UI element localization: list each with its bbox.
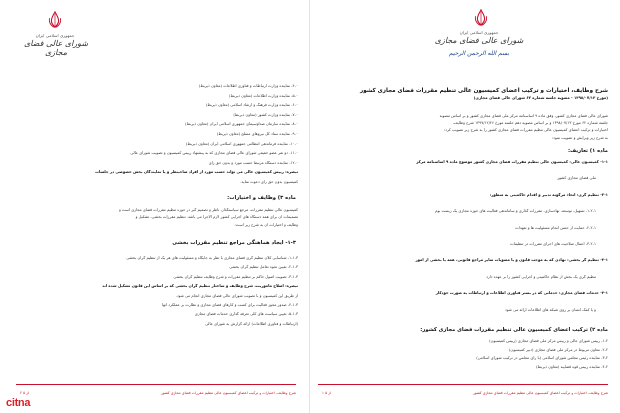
footer-text: شرح وظایف، اختیارات و ترکیب اعضای کمیسیون عالی تنظیم مقررات فضای مجازی کشور [473,391,608,395]
text-line: ۲-۱- تنظیم گری: اتخاذ مرگونه تدبیر و اقدام حاکمیتی به منظور: [489,192,608,197]
text-line: جلسه شماره ۶۲ مورخ ۱۳۹۸/۰۷/۱۳ و بر اساس مصوبه دهم جلسه مورخ ۱۳۹۷/۱۲/۲۶ شرح وظایف، [452,121,608,126]
text-line: ۱۱-۰- دو نفر عضو حقیقی شورای عالی فضای مجازی که به پیشنهاد رییس کمیسیون و تصویب شورای عالی [130,151,298,156]
text-line: وظایف و اختیارات آن به شرح زیر است: [234,222,298,227]
citna-logo-text: citna [6,397,31,409]
document-page-left [6,0,306,413]
subsection-heading: ۱-۳- ایجاد هماهنگی مراجع تنظیم مقررات بخشی [172,240,296,246]
header-country: جمهوری اسلامی ایران [35,33,75,38]
text-line: اختیارات و ترکیب اعضای کمیسیون عالی تنظیم مقررات فضای مجازی کشور را به شرح زیر تصویب کرد: [443,128,608,133]
page-divider [309,0,310,413]
text-line: تصمیمات آن برای همه دستگاه های اجرایی کشور لازم الاجرا می باشد. تنظیم مقررات بخشی، تشکیل و [135,215,298,220]
header-title: شورای عالی فضای مجازی [23,39,89,57]
document-page-right [314,0,614,413]
text-line: ۵-۱-۳- تعیین سیاست های کلی تعرفه گذاری خدمات فضای مجازی [194,312,298,317]
document-subtitle: (مورخ ۱۳۹۸/۰۷/۱۳ - مصوبه جلسه شماره ۶۲ شورای عالی فضای مجازی) [473,96,608,100]
text-line: ۷-۰- نماینده وزارت کشور (معاون ذیربط) [233,112,298,117]
page-number: ۲ از ۵ [20,391,29,395]
text-line: ۱-۲- رییس شورای عالی و رییس مرکز ملی فضای مجازی (رییس کمیسیون) [489,339,608,343]
article-2-heading: ماده ۲) ترکیب اعضای کمیسیون عالی تنظیم مقررات فضای مجازی کشور: [420,327,608,333]
iran-emblem-icon [472,8,490,28]
text-line: ۸-۰- نماینده سازمان صداوسیمای جمهوری اسلامی ایران (معاون ذیربط) [185,122,298,127]
footer-rule [16,384,296,385]
section-heading: ماده ۳) وظایف و اختیارات: [227,195,296,201]
text-line: کمیسیون عالی تنظیم مقررات، مرجع سیاستگذار، ناظر و تصمیم گیر در حوزه تنظیم مقررات فضای مجازی است و [118,208,298,212]
text-line: و یا کمک انسان بر روی شبکه های اطلاعات ارائه می شود [505,307,596,312]
text-line: ۱-۱- کمیسیون عالی: کمیسیون عالی تنظیم مقررات فضای مجازی کشور موضوع ماده ۹ اساسنامه مرکز [416,160,608,164]
text-line: ۶-۰- نماینده وزارت فرهنگ و ارشاد اسلامی (معاون ذیربط) [205,103,298,108]
article-1-heading: ماده ۱) تعاریف: [567,148,608,154]
page-number: ۱ از ۵ [322,391,331,395]
text-line: ۱۲-۰- نماینده دستگاه مرتبط حسب مورد و بدون حق رأی [208,160,298,165]
text-line: ۳-۲- نماینده رئیس مجلس شورای اسلامی (با رای مجلس در ترکیب شورای اسلامی) [476,356,608,361]
text-line: ۳-۱- تنظیم گر بخشی: نهادی که به موجب قانون و یا مصوبات سایر مراجع قانونی، همه یا بخشی از امور [415,258,608,263]
text-line: ۳-۱-۳- تصویب اصول حاکم بر تنظیم مقررات و شرح وظایف تنظیم گران بخشی [173,274,298,279]
text-line: (ارتباطات و فناوری اطلاعات) ارائه گزارش به شورای عالی [205,321,298,326]
text-line: تنظیم گری یک بخش از نظام حاکمیتی و اجرایی کشور را بر عهده دارد [486,274,596,279]
text-line: ۴-۱-۳- صدور مجوز فعالیت برای کسب و کارهای فضای مجازی و نظارت بر عملکرد آنها [161,303,298,307]
text-line: تبصره: اصلاح ماموریت، شرح وظایف و ساختار تنظیم گران بخشی که بر اساس این قانون تشکیل شده اند [102,284,298,289]
footer-text: شرح وظایف، اختیارات و ترکیب اعضای کمیسیون عالی تنظیم مقررات فضای مجازی کشور [161,391,296,395]
text-line: ۲-۲- معاون مربوط در مرکز ملی فضای مجازی (دبیر کمیسیون) [508,347,608,352]
text-line: ۳-۲-۱- اعمال صلاحیت های اجرای مقررات در تنظیمات [510,242,596,246]
citna-logo [6,391,42,409]
text-line: ملی فضای مجازی کشور [557,176,596,181]
footer-rule [318,384,608,385]
text-line: ۵-۰- نماینده وزارت اطلاعات (معاون ذیربط) [228,93,298,98]
text-line: ۴-۲- نماینده رییس قوه قضاییه (معاون ذیربط) [536,364,608,369]
header-country: جمهوری اسلامی ایران [459,30,499,35]
document-title: شرح وظایف، اختیارات و ترکیب اعضای کمیسیون عالی تنظیم مقررات فضای مجازی کشور [360,88,608,94]
text-line: تبصره: رییس کمیسیون عالی می تواند حسب مورد از افراد صاحبنظر و یا نمایندگان بخش خصوصی در جلسات [95,170,298,175]
text-line: ۴-۰- نماینده وزارت ارتباطات و فناوری اطلاعات (معاون ذیربط) [198,84,298,88]
text-line: ۴-۱- خدمات فضای مجازی: خدماتی که در بستر فناوری اطلاعات و ارتباطات به صورت خودکار [435,291,608,296]
iran-emblem-icon [46,10,64,30]
header-title: شورای عالی فضای مجازی [434,36,524,45]
text-line: ۱-۲-۱- تسهیل، توسعه، نهادسازی، مقررات گذاری و ساماندهی فعالیت های حوزه مجازی یک زیست بوم [434,209,596,214]
text-line: ۲-۲-۱- حمایت از حسن انجام مسئولیت ها و تعهدات [515,225,596,230]
text-line: ۱-۱-۳- شناسایی کلان تنظیم گری فضای مجازی با نظر به جایگاه و مسئولیت های هر یک از تنظیم گران بخشی [126,256,298,260]
text-line: کمیسیون بدون حق رأی دعوت نماید. [240,180,298,184]
bismillah: بسم الله الرحمن الرحیم [448,50,510,57]
text-line: به شرح زیر ویرایش و تصویب نمود: [551,135,608,140]
text-line: ۹-۰- نماینده ستاد کل نیروهای مسلح (معاون ذیربط) [216,132,298,136]
text-line: از طریق این کمیسیون و با تصویب شورای عالی فضای مجازی انجام می شود. [175,293,298,298]
text-line: ۲-۱-۳- تعیین نحوه تعامل تنظیم گران بخشی [229,265,298,270]
text-line: ۱۰-۰- نماینده فرماندهی انتظامی جمهوری اسلامی ایران (معاون ذیربط) [185,141,298,146]
text-line: شورای عالی فضای مجازی کشور، وفق ماده ۹ اساسنامه مرکز ملی فضای مجازی کشور و بر اساس مصوبه [439,114,608,118]
